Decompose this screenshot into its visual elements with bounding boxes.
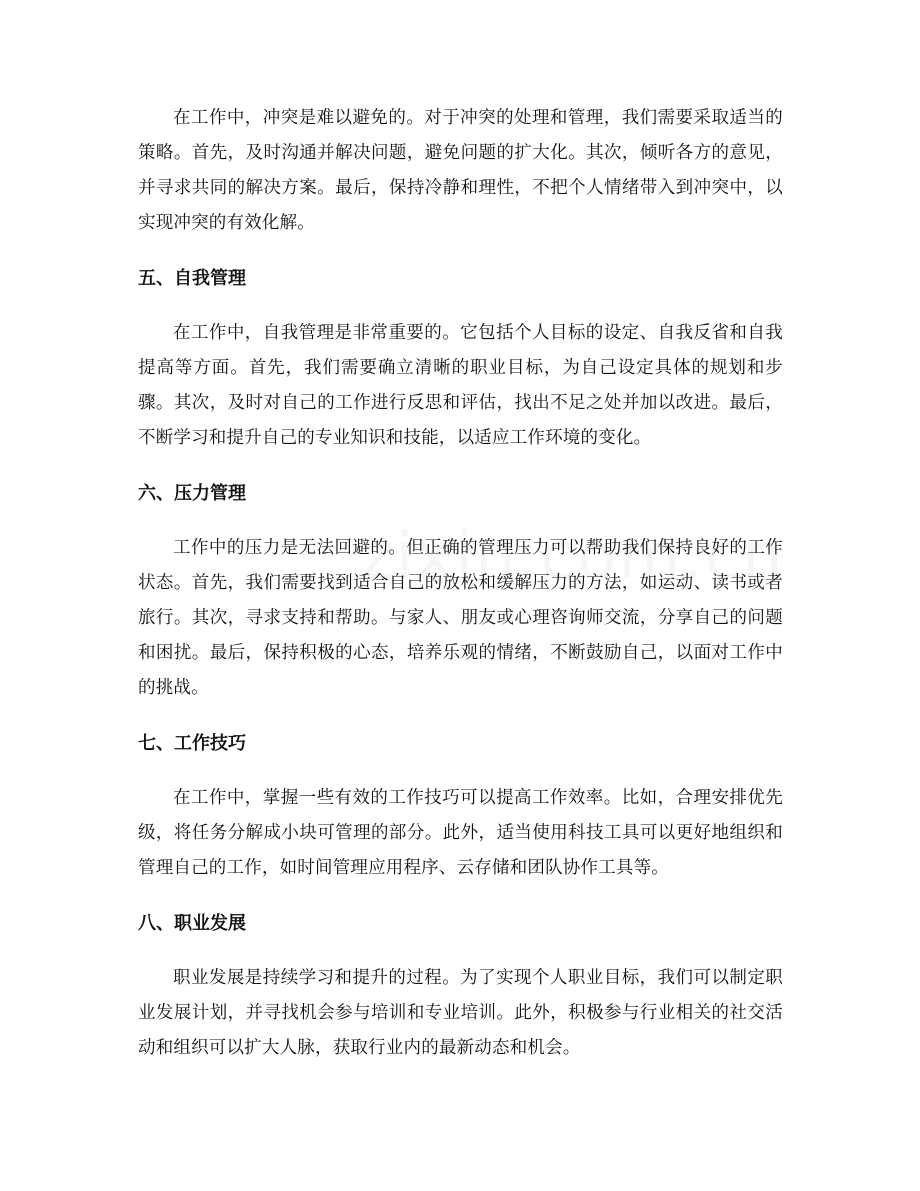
section-paragraph-self-management: 在工作中，自我管理是非常重要的。它包括个人目标的设定、自我反省和自我提高等方面。首先，我们需要确立清晰的职业目标，为自己设定具体的规划和步骤。其次，及时对自己的工作进行反思和评估，找出不足之处并加以改进。最后，不断学习和提升自己的专业知识和技能，以适应工作环境的变化。 xyxy=(138,323,783,448)
section-heading-work-skills: 七、工作技巧 xyxy=(138,733,246,754)
section-heading-career-development: 八、职业发展 xyxy=(138,913,246,934)
section-paragraph-stress-management: 工作中的压力是无法回避的。但正确的管理压力可以帮助我们保持良好的工作状态。首先，我们需要找到适合自己的放松和缓解压力的方法，如运动、读书或者旅行。其次，寻求支持和帮助。与家人、朋友或心理咨询师交流，分享自己的问题和困扰。最后，保持积极的心态，培养乐观的情绪，不断鼓励自己，以面对工作中的挑战。 xyxy=(138,538,783,698)
intro-paragraph: 在工作中，冲突是难以避免的。对于冲突的处理和管理，我们需要采取适当的策略。首先，及时沟通并解决问题，避免问题的扩大化。其次，倾听各方的意见，并寻求共同的解决方案。最后，保持冷静和理性，不把个人情绪带入到冲突中，以实现冲突的有效化解。 xyxy=(138,108,783,233)
section-heading-stress-management: 六、压力管理 xyxy=(138,483,246,504)
section-heading-self-management: 五、自我管理 xyxy=(138,268,246,289)
section-paragraph-career-development: 职业发展是持续学习和提升的过程。为了实现个人职业目标，我们可以制定职业发展计划，并寻找机会参与培训和专业培训。此外，积极参与行业相关的社交活动和组织可以扩大人脉，获取行业内的最新动态和机会。 xyxy=(138,968,783,1058)
section-paragraph-work-skills: 在工作中，掌握一些有效的工作技巧可以提高工作效率。比如，合理安排优先级，将任务分解成小块可管理的部分。此外，适当使用科技工具可以更好地组织和管理自己的工作，如时间管理应用程序、云存储和团队协作工具等。 xyxy=(138,788,783,878)
document-body xyxy=(138,101,783,1066)
